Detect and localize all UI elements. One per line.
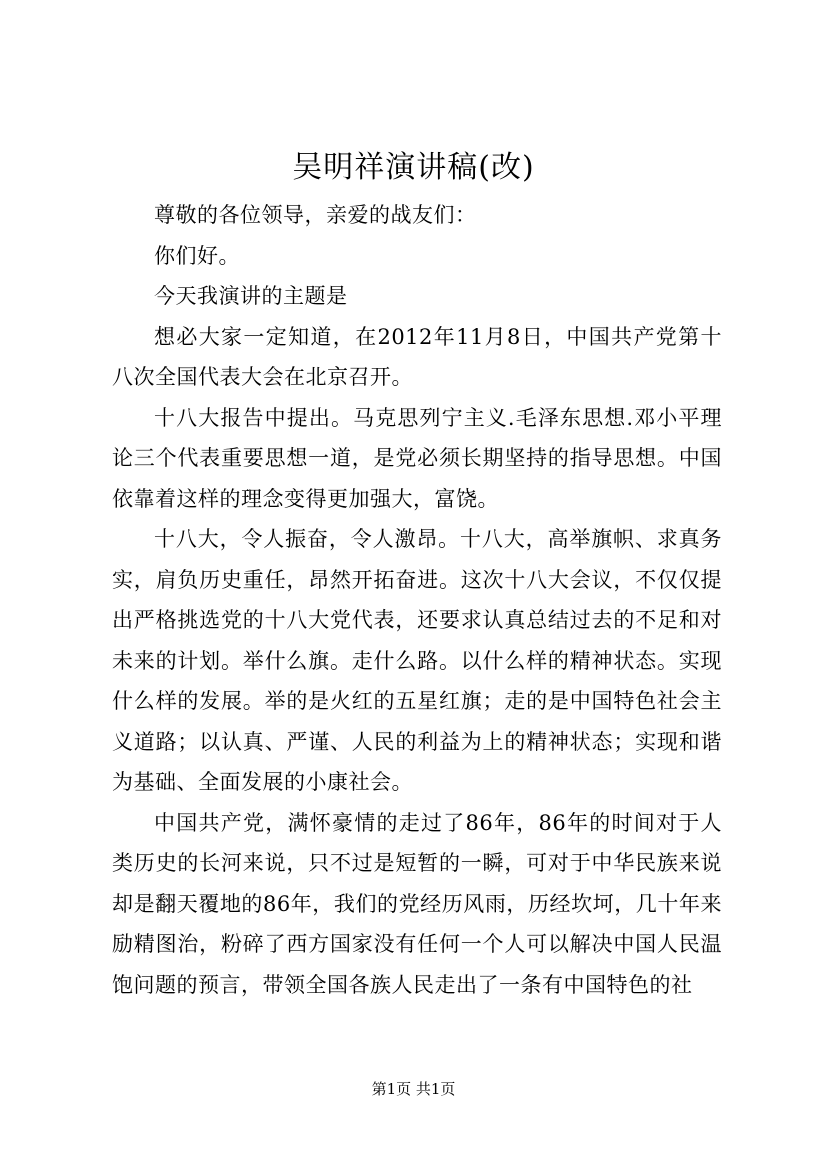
- paragraph-greeting: 尊敬的各位领导，亲爱的战友们：: [154, 203, 477, 227]
- paragraph-report: 十八大报告中提出。马克思列宁主义.毛泽东思想.邓小平理论三个代表重要思想一道，是党必须长期坚持的指导思想。中国依靠着这样的理念变得更加强大，富饶。: [112, 405, 722, 511]
- document-title: 吴明祥演讲稿(改): [292, 150, 535, 185]
- paragraph-topic: 今天我演讲的主题是: [154, 284, 348, 308]
- document-body: [112, 195, 722, 1005]
- paragraph-party-history: 中国共产党，满怀豪情的走过了86年，86年的时间对于人类历史的长河来说，只不过是短暂的一瞬，可对于中华民族来说却是翻天覆地的86年，我们的党经历风雨，历经坎坷，几十年来励精图治，粉碎了西方国家没有任何一个人可以解决中国人民温饱问题的预言，带领全国各族人民走出了一条有中国特色的社: [112, 810, 722, 997]
- paragraph-congress: 想必大家一定知道，在2012年11月8日，中国共产党第十八次全国代表大会在北京召开。: [112, 324, 722, 389]
- page-footer: 第1页 共1页: [371, 1080, 456, 1098]
- paragraph-eighteenth: 十八大，令人振奋，令人激昂。十八大，高举旗帜、求真务实，肩负历史重任，昂然开拓奋进。这次十八大会议，不仅仅提出严格挑选党的十八大党代表，还要求认真总结过去的不足和对未来的计划。举什么旗。走什么路。以什么样的精神状态。实现什么样的发展。举的是火红的五星红旗；走的是中国特色社会主义道路；以认真、严谨、人民的利益为上的精神状态；实现和谐为基础、全面发展的小康社会。: [112, 527, 722, 794]
- paragraph-hello: 你们好。: [154, 243, 240, 268]
